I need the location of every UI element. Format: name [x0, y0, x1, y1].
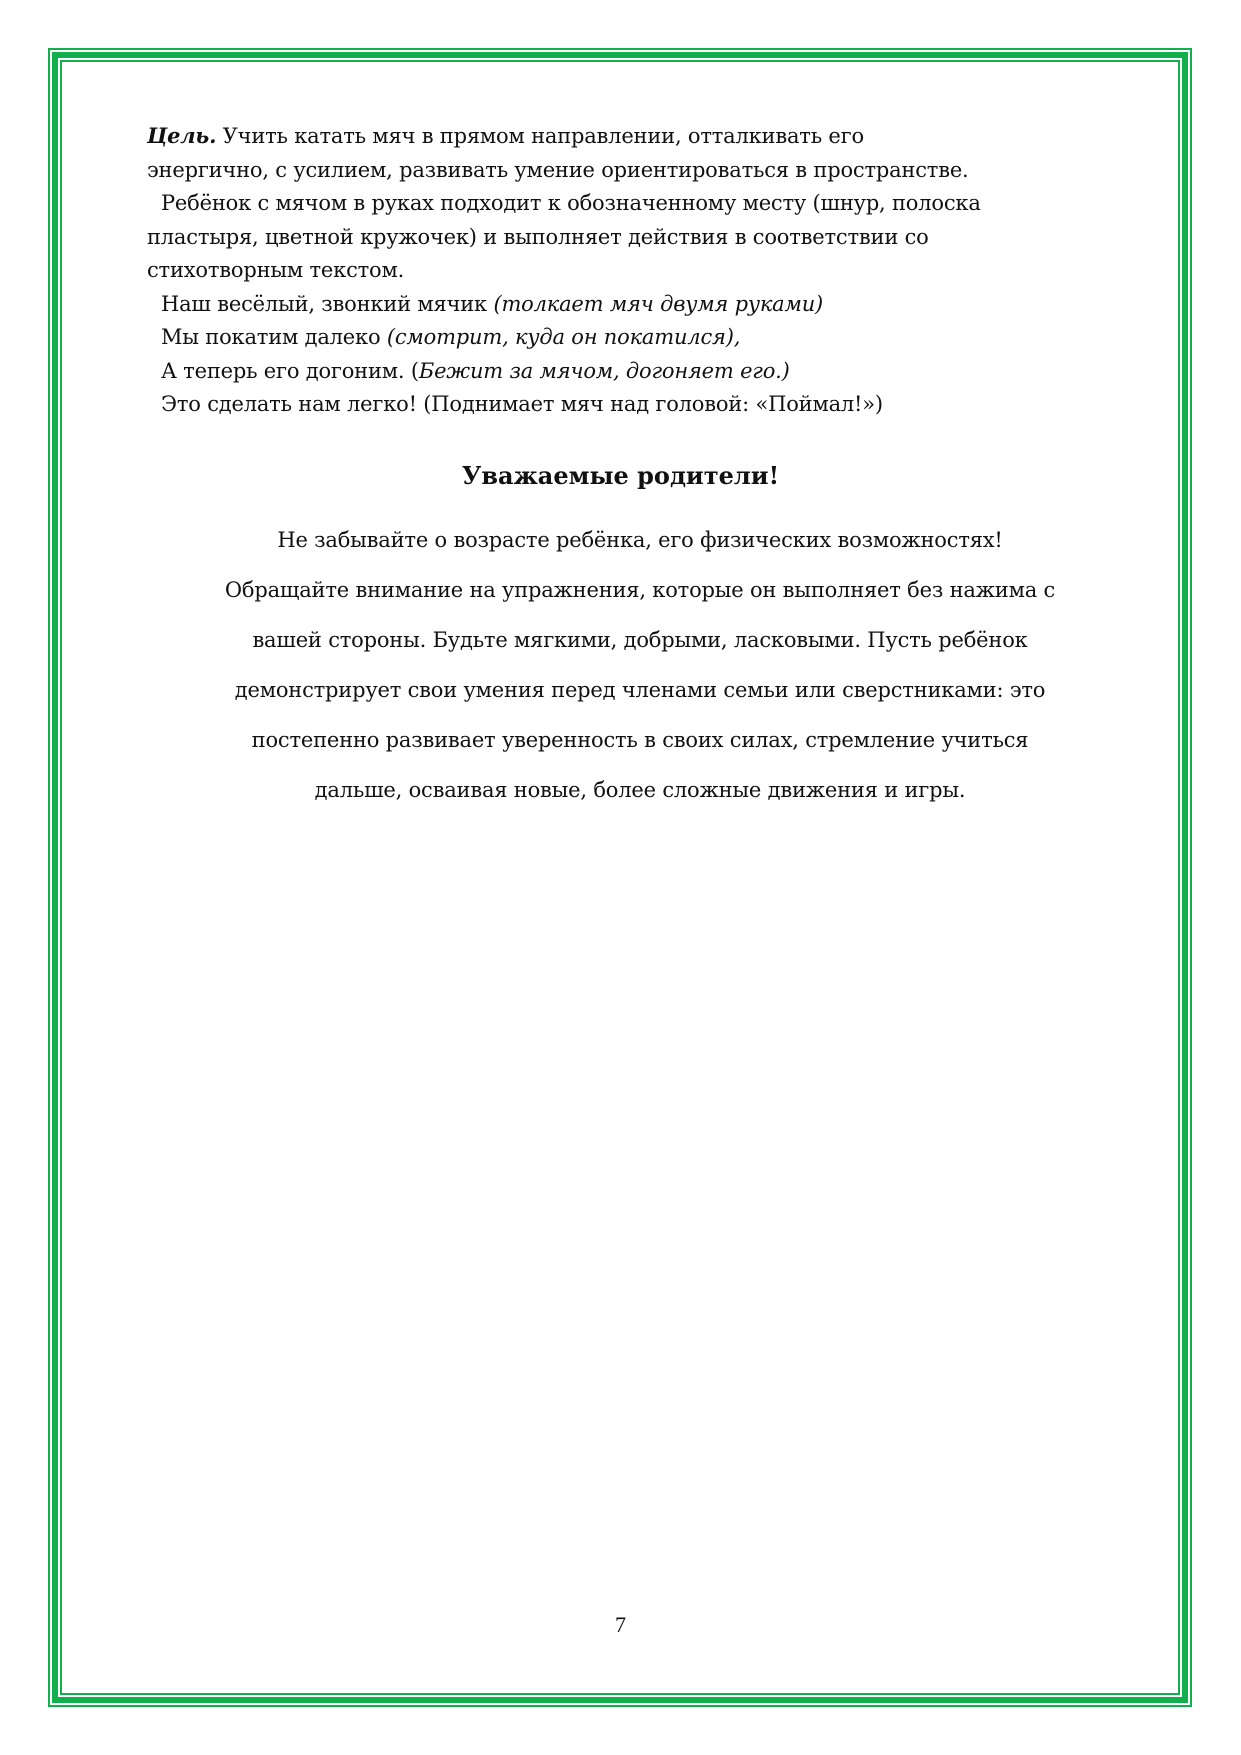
advice-line: постепенно развивает уверенность в своих силах, стремление учиться: [251, 728, 1029, 752]
poem-text: Это сделать нам легко! (Поднимает мяч над головой: «Поймал!»): [161, 392, 883, 416]
poem-text: А теперь его догоним. (: [161, 358, 419, 383]
intro-line-1: Ребёнок с мячом в руках подходит к обозначенному месту (шнур, полоска: [161, 191, 981, 215]
advice-line: Обращайте внимание на упражнения, которые он выполняет без нажима с: [224, 578, 1056, 602]
poem-text: Наш весёлый, звонкий мячик: [161, 291, 494, 316]
advice-line: Не забывайте о возрасте ребёнка, его физических возможностях!: [277, 528, 1003, 552]
parents-heading: Уважаемые родители!: [461, 461, 780, 490]
poem-action: (смотрит, куда он покатился),: [386, 325, 741, 349]
goal-line-1: [147, 119, 1107, 154]
advice-line: вашей стороны. Будьте мягкими, добрыми, ласковыми. Пусть ребёнок: [252, 628, 1028, 652]
poem-line: [147, 321, 1107, 355]
poem-action: (толкает мяч двумя руками): [493, 291, 824, 316]
poem-text: Мы покатим далеко: [161, 325, 387, 349]
poem-line: [147, 355, 1107, 389]
intro-line-2: пластыря, цветной кружочек) и выполняет действия в соответствии со: [147, 224, 929, 249]
goal-label: Цель.: [147, 123, 217, 148]
poem-line: [147, 288, 1107, 322]
advice-line: дальше, осваивая новые, более сложные движения и игры.: [314, 778, 966, 802]
game-description: [147, 119, 1107, 422]
page-number: 7: [615, 1612, 626, 1637]
goal-line-2: энергично, с усилием, развивать умение ориентироваться в пространстве.: [147, 157, 969, 182]
poem-line: [147, 388, 1107, 422]
parents-advice: [140, 515, 1140, 815]
goal-text: Учить катать мяч в прямом направлении, отталкивать его: [216, 124, 864, 148]
advice-line: демонстрирует свои умения перед членами семьи или сверстниками: это: [234, 678, 1046, 702]
intro-line-3: стихотворным текстом.: [147, 258, 405, 282]
poem-action: Бежит за мячом, догоняет его.): [418, 358, 790, 383]
